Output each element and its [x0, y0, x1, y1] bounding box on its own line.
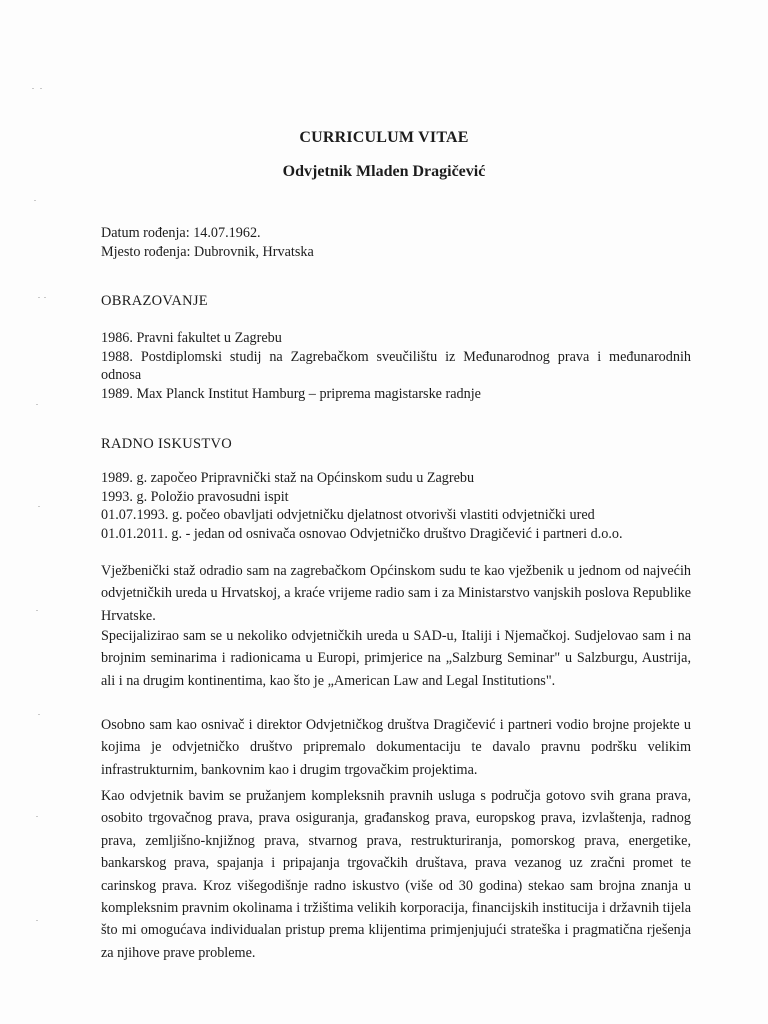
paragraph-practice: Kao odvjetnik bavim se pružanjem kompleksnih pravnih usluga s područja gotovo svih grana prava, osobito trgovačnog prava, prava osiguranja, građanskog prava, europskog prava, izvlaštenja, radnog prava, zemljišno-knjižnog prava, stvarnog prava, restrukturiranja, pomorskog prava, energetike, bankarskog prava, spajanja i pripajanja trgovačkih društava, prava vezanog uz zračni promet te carinskog prava. Kroz višegodišnje radno iskustvo (više od 30 godina) stekao sam brojna znanja u kompleksnim pravnim okolinama i tržištima velikih korporacija, financijskih institucija i državnih tijela što mi omogućava individualan pristup prema klijentima primjenjujući strateška i pragmatična rješenja za njihove prave probleme. [101, 788, 691, 961]
education-item: 1988. Postdiplomski studij na Zagrebačkom sveučilištu iz Međunarodnog prava i međunarodnih odnosa [101, 348, 691, 384]
document-subtitle: Odvjetnik Mladen Dragičević [282, 163, 486, 180]
scan-speck [36, 610, 38, 611]
experience-list [101, 469, 691, 543]
education-list [101, 329, 691, 403]
experience-item: 1989. g. započeo Pripravnički staž na Općinskom sudu u Zagrebu [101, 470, 475, 486]
scan-speck [34, 200, 36, 201]
paragraph-founder: Osobno sam kao osnivač i direktor Odvjetničkog društva Dragičević i partneri vodio brojne projekte u kojima je odvjetničko društvo pripremalo dokumentaciju te davalo pravnu podršku velikim infrastrukturnim, bankovnim kao i drugim trgovačkim projektima. [101, 717, 691, 778]
education-item: 1986. Pravni fakultet u Zagrebu [101, 330, 282, 346]
birth-date: Datum rođenja: 14.07.1962. [101, 225, 261, 241]
scan-speck [40, 88, 42, 89]
paragraph-specialization: Specijalizirao sam se u nekoliko odvjetničkih ureda u SAD-u, Italiji i Njemačkoj. Sudjelovao sam i na brojnim seminarima i radionicama u Europi, primjerice na „Salzburg Seminar" u Salzburgu, Austrija, ali i na drugim kontinentima, kao što je „American Law and Legal Institutions". [101, 628, 691, 689]
scan-speck [44, 297, 46, 298]
document-title: CURRICULUM VITAE [299, 129, 469, 146]
experience-heading: RADNO ISKUSTVO [101, 436, 233, 452]
paragraph-internship: Vježbenički staž odradio sam na zagrebačkom Općinskom sudu te kao vježbenik u jednom od najvećih odvjetničkih ureda u Hrvatskoj, a kraće vrijeme radio sam i za Ministarstvo vanjskih poslova Republike Hrvatske. [101, 563, 691, 624]
scan-speck [38, 297, 40, 298]
scan-speck [36, 404, 38, 405]
scan-speck [38, 714, 40, 715]
experience-item: 1993. g. Položio pravosudni ispit [101, 488, 289, 505]
scan-speck [38, 506, 40, 507]
scan-speck [36, 920, 38, 921]
birth-place: Mjesto rođenja: Dubrovnik, Hrvatska [101, 243, 314, 260]
experience-item: 01.07.1993. g. počeo obavljati odvjetničku djelatnost otvorivši vlastiti odvjetnički ured [101, 507, 595, 524]
education-heading: OBRAZOVANJE [101, 293, 208, 309]
scan-speck [36, 816, 38, 817]
scan-speck [32, 88, 34, 89]
education-item: 1989. Max Planck Institut Hamburg – priprema magistarske radnje [101, 385, 481, 402]
experience-item: 01.01.2011. g. - jedan od osnivača osnovao Odvjetničko društvo Dragičević i partneri d.o.o. [101, 525, 623, 542]
personal-info [101, 224, 691, 261]
